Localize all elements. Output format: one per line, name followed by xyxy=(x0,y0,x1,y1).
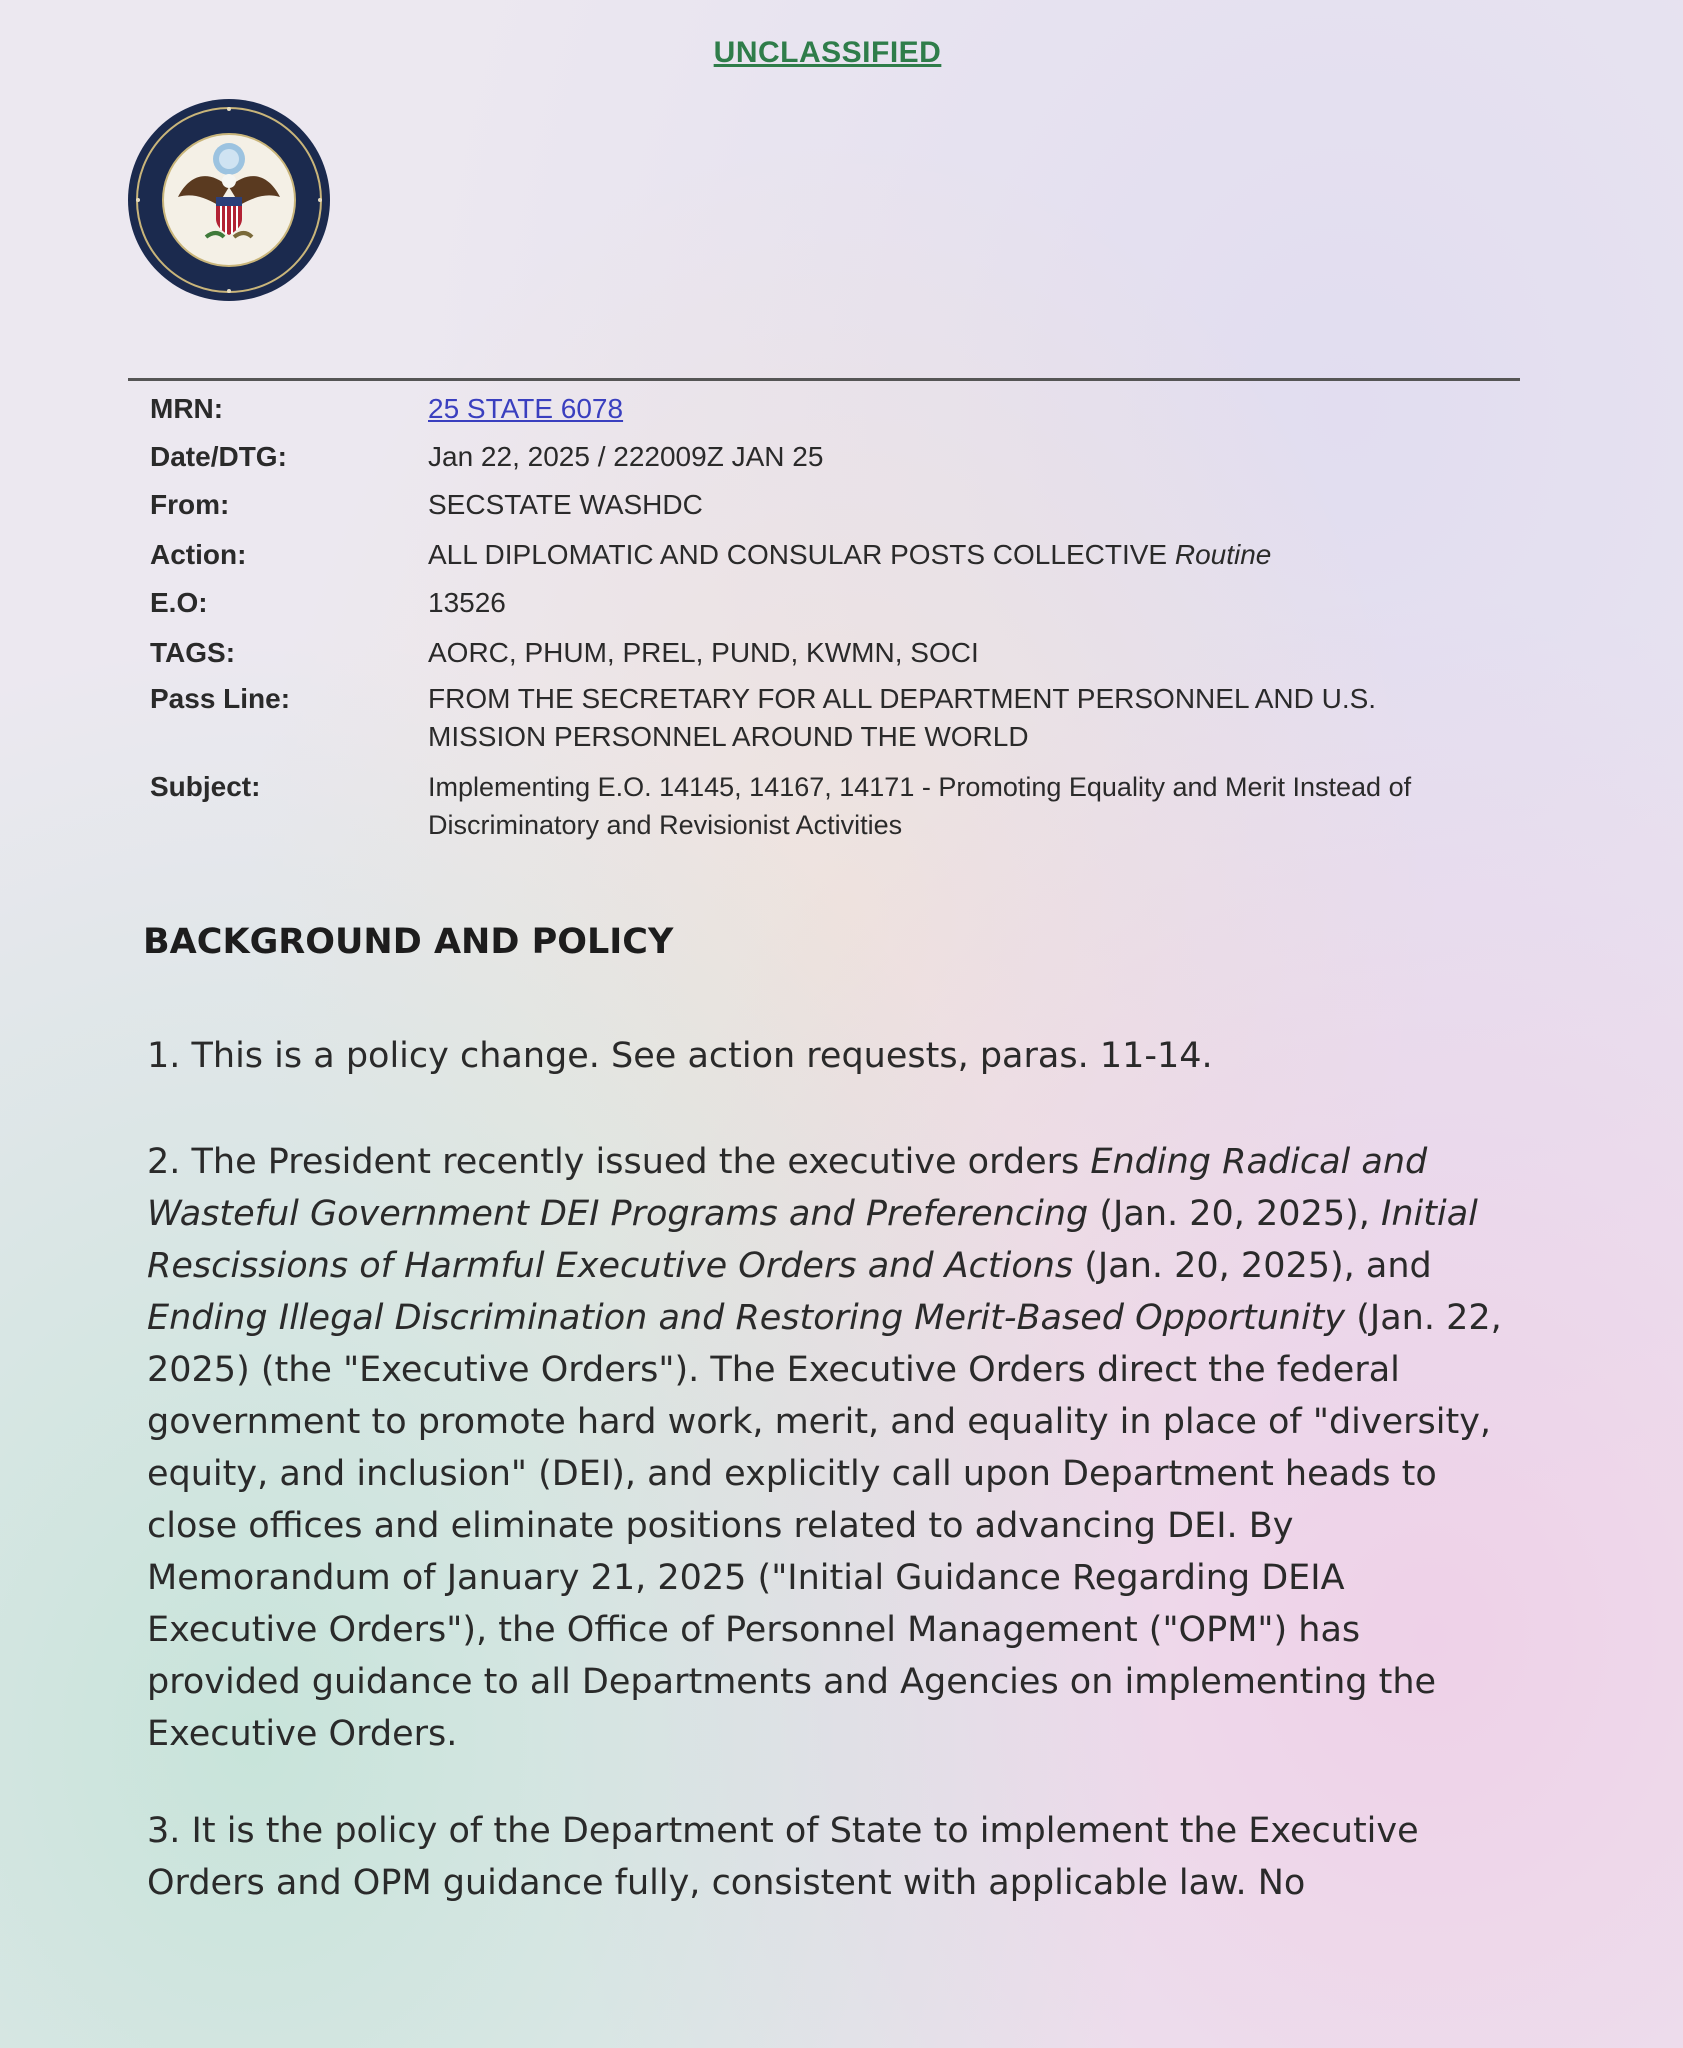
from-row xyxy=(150,486,1490,536)
paragraph-3: 3. It is the policy of the Department of State to implement the Executive Orders and OPM guidance fully, consistent with applicable law. No xyxy=(147,1811,1419,1903)
tags-label: TAGS: xyxy=(150,637,236,668)
paragraph-2 xyxy=(147,1136,1517,1760)
classification-banner: UNCLASSIFIED xyxy=(713,36,942,69)
from-value: SECSTATE WASHDC xyxy=(428,489,703,520)
eo-value: 13526 xyxy=(428,587,506,618)
paragraph-2-intro: 2. The President recently issued the executive orders xyxy=(147,1142,1091,1182)
eo-title-2: Initial Rescissions of Harmful Executive Orders and Actions xyxy=(147,1194,1478,1286)
subject-value: Implementing E.O. 14145, 14167, 14171 - Promoting Equality and Merit Instead of Discriminatory and Revisionist Activities xyxy=(428,772,1412,840)
action-priority: Routine xyxy=(1174,539,1272,570)
date-row xyxy=(150,438,1490,486)
subject-row xyxy=(150,768,1490,844)
subject-label: Subject: xyxy=(150,771,261,802)
tags-value: AORC, PHUM, PREL, PUND, KWMN, SOCI xyxy=(428,637,979,668)
cable-header xyxy=(150,390,1490,844)
action-row xyxy=(150,536,1490,584)
eo-title-1: Ending Radical and Wasteful Government DEI Programs and Preferencing xyxy=(147,1142,1428,1234)
section-title: BACKGROUND AND POLICY xyxy=(143,922,674,962)
from-label: From: xyxy=(150,489,230,520)
mrn-row xyxy=(150,390,1490,438)
date-value: Jan 22, 2025 / 222009Z JAN 25 xyxy=(428,441,824,472)
paragraph-2-rest: (Jan. 22, 2025) (the "Executive Orders"). The Executive Orders direct the federal government to promote hard work, merit, and equality in place of "diversity, equity, and inclusion" (DEI), and explicitly call upon Department heads to close offices and eliminate positions related to advancing DEI. By Memorandum of January 21, 2025 ("Initial Guidance Regarding DEIA Executive Orders"), the Office of Personnel Management ("OPM") has provided guidance to all Departments and Agencies on implementing the Executive Orders. xyxy=(147,1298,1502,1754)
header-divider xyxy=(128,378,1520,381)
passline-value: FROM THE SECRETARY FOR ALL DEPARTMENT PERSONNEL AND U.S. MISSION PERSONNEL AROUND THE WORLD xyxy=(428,683,1377,752)
department-of-state-seal-icon xyxy=(126,97,332,303)
paragraph-2-mid-1: (Jan. 20, 2025), xyxy=(1088,1194,1382,1234)
mrn-link[interactable]: 25 STATE 6078 xyxy=(428,393,624,424)
date-label: Date/DTG: xyxy=(150,441,287,472)
paragraph-1: 1. This is a policy change. See action requests, paras. 11-14. xyxy=(147,1036,1213,1076)
eo-title-3: Ending Illegal Discrimination and Restoring Merit-Based Opportunity xyxy=(147,1298,1346,1338)
eo-row xyxy=(150,584,1490,634)
action-label: Action: xyxy=(150,539,247,570)
tags-row xyxy=(150,634,1490,680)
eo-label: E.O: xyxy=(150,587,208,618)
paragraph-2-mid-2: (Jan. 20, 2025), and xyxy=(1073,1246,1432,1286)
passline-row xyxy=(150,680,1490,768)
action-value: ALL DIPLOMATIC AND CONSULAR POSTS COLLECTIVE xyxy=(428,539,1168,570)
mrn-label: MRN: xyxy=(150,393,224,424)
passline-label: Pass Line: xyxy=(150,683,291,714)
